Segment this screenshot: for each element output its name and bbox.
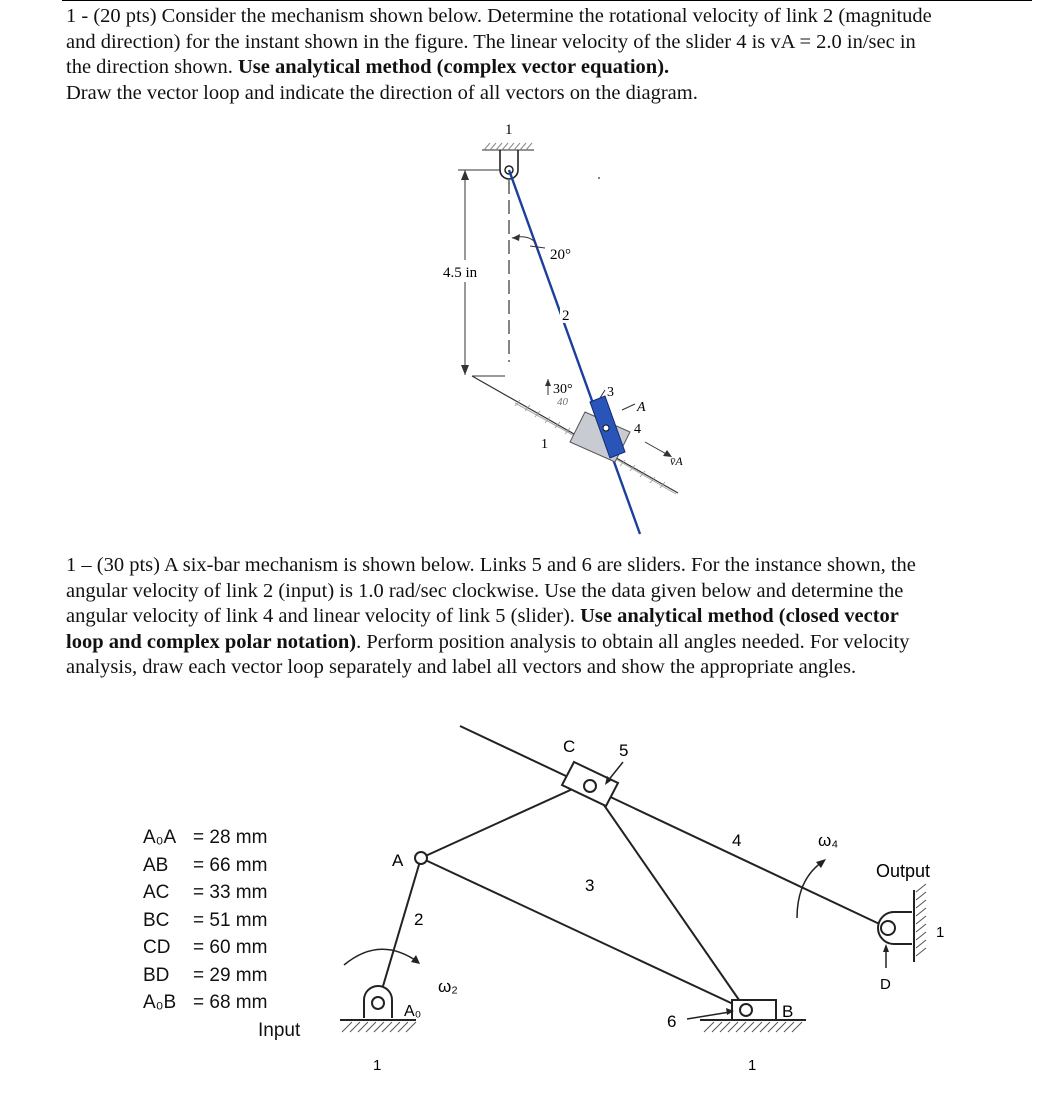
problem2-line3 [66,604,916,630]
data-label: A₀A [143,827,177,848]
data-row [143,907,267,935]
omega2-arc [344,949,418,965]
data-value: = 60 mm [193,937,268,958]
ground-right-label: 1 [936,924,945,941]
problem2-line4 [66,630,916,656]
problem2-text [66,553,916,681]
problem1-line1: 1 - (20 pts) Consider the mechanism shown below. Determine the rotational velocity of link 2 (magnitude [66,5,932,27]
output-label: Output [876,861,931,881]
data-row [143,989,267,1017]
data-value: = 33 mm [193,882,268,903]
link2-label: 2 [562,308,570,324]
data-label: AC [143,882,170,903]
data-row [143,824,267,852]
link4-label: 4 [732,831,742,850]
link-AC [421,782,588,858]
problem2-line3-text: angular velocity of link 4 and linear velocity of link 5 (slider). [66,605,581,628]
pin-B [740,1004,752,1016]
problem2-line4-text: . Perform position analysis to obtain all angles needed. For velocity [356,630,910,653]
problem1-line2: and direction) for the instant shown in the figure. The linear velocity of the slider 4 is vA = 2.0 in/sec in [66,30,916,53]
data-label: A₀B [143,992,177,1013]
pin-A [415,852,427,864]
ground-left-label: 1 [373,1057,382,1074]
ground-bottom-label: 1 [748,1057,757,1074]
data-row [143,934,267,962]
point-C-label: C [563,737,576,756]
data-value: = 28 mm [193,827,268,848]
data-label: CD [143,937,171,958]
slider-6 [732,1000,776,1020]
pin-D [881,921,895,935]
link-2 [509,170,640,534]
top-rule [62,0,1032,1]
point-A-label: A [637,400,646,415]
problem1-line3-text: the direction shown. [66,56,238,79]
problem2-line1: 1 – (30 pts) A six-bar mechanism is shown below. Links 5 and 6 are sliders. For the instance shown, the [66,554,916,576]
problem2-line5: analysis, draw each vector loop separately and label all vectors and show the appropriate angles. [66,656,857,679]
point-D-label: D [880,976,891,993]
angle-30-label: 30° [553,382,573,397]
link-length-data [143,824,267,1017]
link4-label: 4 [634,422,641,437]
ground-label-top: 1 [505,122,513,138]
ground-label-bottom: 1 [541,437,548,452]
link3-label: 3 [585,876,595,895]
link2-label: 2 [414,910,424,929]
angle-20-label: 20° [550,247,571,263]
velocity-label: v̄A [670,454,683,468]
data-value: = 68 mm [193,992,268,1013]
point-A0-label: A₀ [404,1003,422,1020]
slider-mechanism-figure [420,112,720,542]
problem1-line4: Draw the vector loop and indicate the direction of all vectors on the diagram. [66,81,698,104]
data-value: = 66 mm [193,854,268,876]
six-bar-mechanism-figure [330,715,960,1085]
point-A-label: A [392,851,404,870]
data-value: = 51 mm [193,909,268,931]
data-label: AB [143,854,169,876]
angle-40-label: 40 [557,396,568,408]
problem1-text [66,4,932,106]
point-B-label: B [782,1002,794,1021]
data-label: BC [143,909,170,931]
input-label: Input [258,1020,301,1041]
omega4-label: ω₄ [818,831,839,850]
data-row [143,879,267,907]
link-AB [421,858,746,1010]
link3-label: 3 [607,385,614,400]
data-row [143,852,267,880]
link-CB [588,782,746,1010]
problem2-line2: angular velocity of link 2 (input) is 1.0 rad/sec clockwise. Use the data given below and determine the [66,579,904,602]
link6-label: 6 [667,1012,677,1031]
data-row [143,962,267,990]
omega2-label: ω₂ [438,977,458,996]
data-label: BD [143,964,170,986]
problem1-line3 [66,55,932,81]
problem1-method: Use analytical method (complex vector equation). [237,56,670,79]
link-2 [378,858,424,1003]
pin-C [584,780,596,792]
link5-label: 5 [619,741,629,760]
problem2-method-b: loop and complex polar notation) [66,630,357,653]
data-value: = 29 mm [193,964,268,986]
problem2-method-a: Use analytical method (closed vector [580,605,899,628]
link-4 [460,726,888,928]
dimension-label: 4.5 in [443,265,478,281]
